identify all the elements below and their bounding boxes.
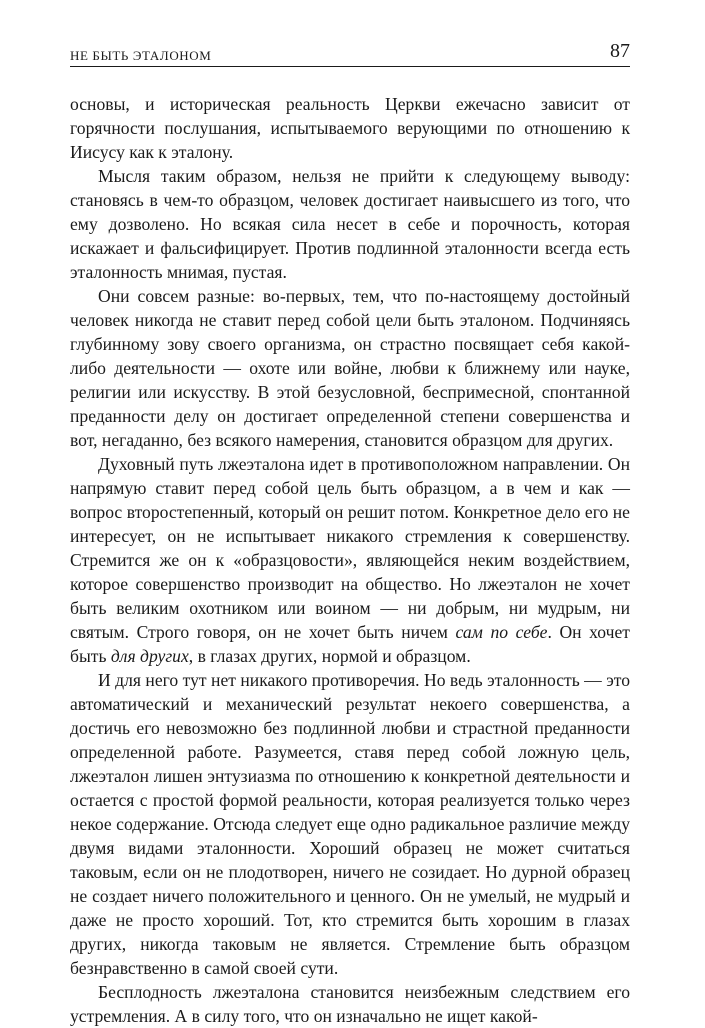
italic-text: сам по себе xyxy=(455,622,548,642)
text-run: основы, и историческая реальность Церкви ежечасно зависит от горячности послушания, испытываемого верующими по отношению к Иисусу как к эталону. xyxy=(70,94,630,162)
text-run: Духовный путь лжеэталона идет в противоположном направлении. Он напрямую ставит перед собой цель быть образцом, а в чем и как — вопрос второстепенный, который он решит потом. Конкретное дело его не интересует, он не испытывает никакого стремления к совершенству. Стремится же он к «образцовости», являющейся неким воздействием, которое совершенство производит на общество. Но лжеэталон не хочет быть великим охотником или воином — ни добрым, ни мудрым, ни святым. Строго говоря, он не хочет быть ничем xyxy=(70,454,630,642)
paragraph xyxy=(70,452,630,668)
paragraph xyxy=(70,164,630,284)
text-run: И для него тут нет никакого противоречия. Но ведь эталонность — это автоматический и механический результат некоего совершенства, а достичь его невозможно без подлинной любви и страстной преданности определенной работе. Разумеется, ставя перед собой ложную цель, лжеэталон лишен энтузиазма по отношению к конкретной деятельности и остается с простой формой реальности, которая реализуется только через некое содержание. Отсюда следует еще одно радикальное различие между двумя видами эталонности. Хороший образец не может считаться таковым, если он не плодотворен, ничего не созидает. Но дурной образец не создает ничего положительного и ценного. Он не умелый, не мудрый и даже не просто хороший. Тот, кто стремится быть хорошим в глазах других, никогда таковым не является. Стремление быть образцом безнравственно в самой своей сути. xyxy=(70,670,630,978)
text-run: Бесплодность лжеэталона становится неизбежным следствием его устремления. А в силу того, что он изначально не ищет какой- xyxy=(70,982,630,1026)
paragraph xyxy=(70,668,630,980)
paragraph xyxy=(70,284,630,452)
text-run: . Он хочет быть xyxy=(70,622,630,666)
text-run: Мысля таким образом, нельзя не прийти к следующему выводу: становясь в чем-то образцом, человек достигает наивысшего из того, что ему дозволено. Но всякая сила несет в себе и порочность, которая искажает и фальсифицирует. Против подлинной эталонности всегда есть эталонность мнимая, пустая. xyxy=(70,166,630,282)
running-head: НЕ БЫТЬ ЭТАЛОНОМ xyxy=(70,48,212,63)
paragraph xyxy=(70,92,630,164)
paragraph xyxy=(70,980,630,1028)
italic-text: для других xyxy=(110,646,189,666)
text-run: , в глазах других, нормой и образцом. xyxy=(188,646,471,666)
text-run: Они совсем разные: во-первых, тем, что по-настоящему достойный человек никогда не ставит перед собой цели быть эталоном. Подчиняясь глубинному зову своего организма, он страстно посвящает себя какой-либо деятельности — охоте или войне, любви к ближнему или науке, религии или искусству. В этой безусловной, беспримесной, спонтанной преданности делу он достигает определенной степени совершенства и вот, негаданно, без всякого намерения, становится образцом для других. xyxy=(70,286,630,450)
body-text xyxy=(70,92,630,1028)
page-number: 87 xyxy=(610,40,630,62)
page-header xyxy=(70,40,630,68)
header-rule xyxy=(70,66,630,67)
